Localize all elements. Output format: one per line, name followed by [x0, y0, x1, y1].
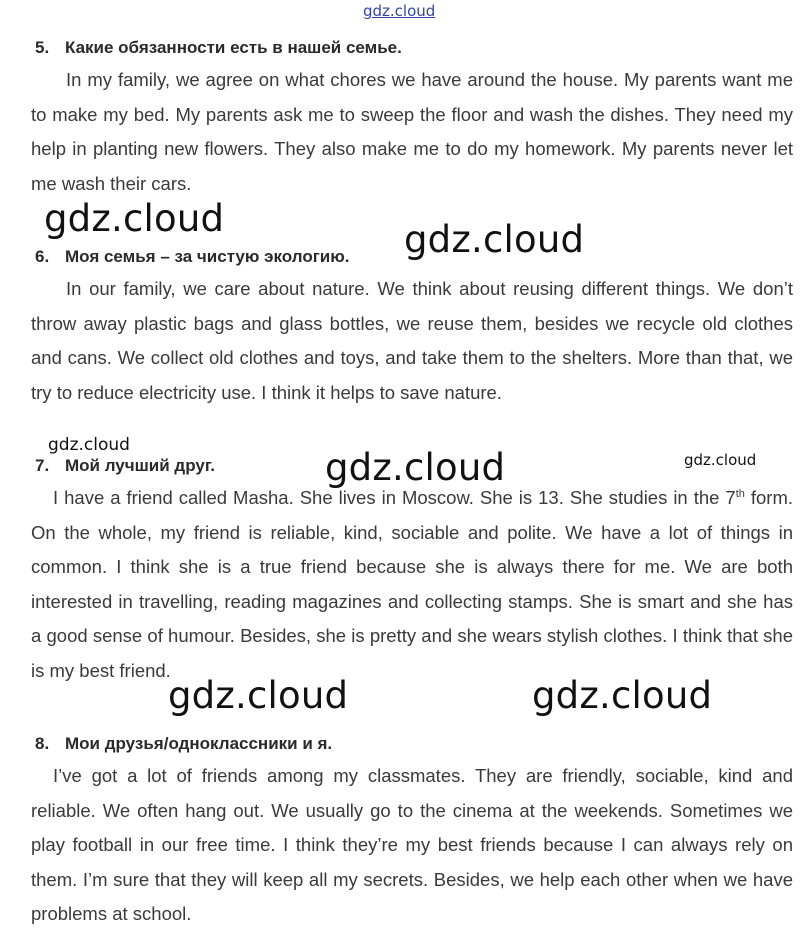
section-number: 8.: [35, 734, 50, 753]
section-8: [31, 733, 793, 932]
superscript: th: [735, 487, 745, 500]
section-7: [31, 455, 793, 689]
section-title: Какие обязанности есть в нашей семье.: [65, 38, 402, 57]
watermark: gdz.cloud: [325, 446, 506, 489]
section-text: In my family, we agree on what chores we have around the house. My parents want me to make my bed. My parents ask me to sweep the floor and wash the dishes. They need my help in planting new flowers. They also make me to do my homework. My parents never let me wash their cars.: [31, 69, 793, 194]
watermark: gdz.cloud: [532, 674, 713, 717]
section-heading: [35, 733, 793, 755]
watermark: gdz.cloud: [168, 674, 349, 717]
section-heading: [35, 37, 793, 59]
section-6: [31, 246, 793, 410]
section-text: I’ve got a lot of friends among my classmates. They are friendly, sociable, kind and reliable. We often hang out. We usually go to the cinema at the weekends. Sometimes we play football in our free time. I think they’re my best friends because I can always rely on them. I’m sure that they will keep all my secrets. Besides, we help each other when we have problems at school.: [31, 765, 793, 925]
section-text: [31, 481, 793, 689]
watermark: gdz.cloud: [48, 435, 130, 455]
section-number: 7.: [35, 456, 50, 475]
section-title: Мой лучший друг.: [65, 456, 215, 475]
section-number: 5.: [35, 38, 50, 57]
text-part: form. On the whole, my friend is reliable, kind, sociable and polite. We have a lot of things in common. I think she is a true friend because she is always there for me. We are both interested in travelling, reading magazines and collecting stamps. She is smart and she has a good sense of humour. Besides, she is pretty and she wears stylish clothes. I think that she is my best friend.: [31, 487, 793, 681]
section-5: [31, 37, 793, 201]
section-text: In our family, we care about nature. We think about reusing different things. We don’t throw away plastic bags and glass bottles, we reuse them, besides we recycle old clothes and cans. We collect old clothes and toys, and take them to the shelters. More than that, we try to reduce electricity use. I think it helps to save nature.: [31, 278, 793, 403]
text-part: I have a friend called Masha. She lives in Moscow. She is 13. She studies in the 7: [53, 487, 736, 508]
top-watermark-link[interactable]: gdz.cloud: [363, 2, 436, 20]
section-title: Моя семья – за чистую экологию.: [65, 247, 350, 266]
watermark: gdz.cloud: [44, 197, 225, 240]
section-title: Мои друзья/одноклассники и я.: [65, 734, 333, 753]
section-number: 6.: [35, 247, 50, 266]
watermark: gdz.cloud: [684, 451, 757, 469]
watermark: gdz.cloud: [404, 218, 585, 261]
